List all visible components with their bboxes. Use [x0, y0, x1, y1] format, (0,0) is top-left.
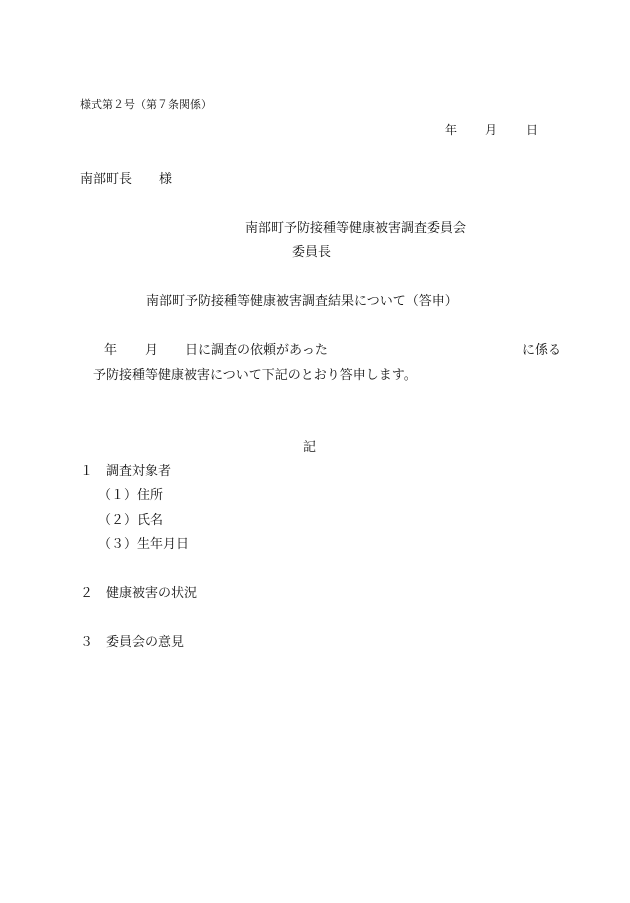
section-1-item-address: （１）住所 — [98, 488, 164, 503]
body-year-label: 年 — [104, 343, 118, 358]
body-related-text: に係る — [522, 343, 562, 358]
addressee-name: 南部町長 — [80, 172, 133, 187]
ki-heading: 記 — [303, 440, 317, 455]
addressee-honorific: 様 — [159, 172, 173, 187]
date-year-label: 年 — [445, 123, 458, 137]
section-2-heading: ２ 健康被害の状況 — [80, 586, 198, 601]
body-day-text: 日に調査の依頼があった — [185, 343, 328, 358]
section-1-heading: １ 調査対象者 — [80, 464, 172, 479]
sender-title: 委員長 — [292, 245, 332, 260]
section-1-item-name: （２）氏名 — [98, 513, 164, 528]
document-subject: 南部町予防接種等健康被害調査結果について（答申） — [146, 294, 458, 309]
section-1-item-birthdate: （３）生年月日 — [98, 537, 190, 552]
form-number-label: 様式第２号（第７条関係） — [80, 98, 212, 111]
body-month-label: 月 — [145, 343, 159, 358]
body-line-2: 予防接種等健康被害について下記のとおり答申します。 — [93, 368, 417, 383]
sender-organization: 南部町予防接種等健康被害調査委員会 — [245, 221, 467, 236]
date-day-label: 日 — [526, 123, 539, 137]
section-3-heading: ３ 委員会の意見 — [80, 635, 185, 650]
date-month-label: 月 — [485, 123, 498, 137]
